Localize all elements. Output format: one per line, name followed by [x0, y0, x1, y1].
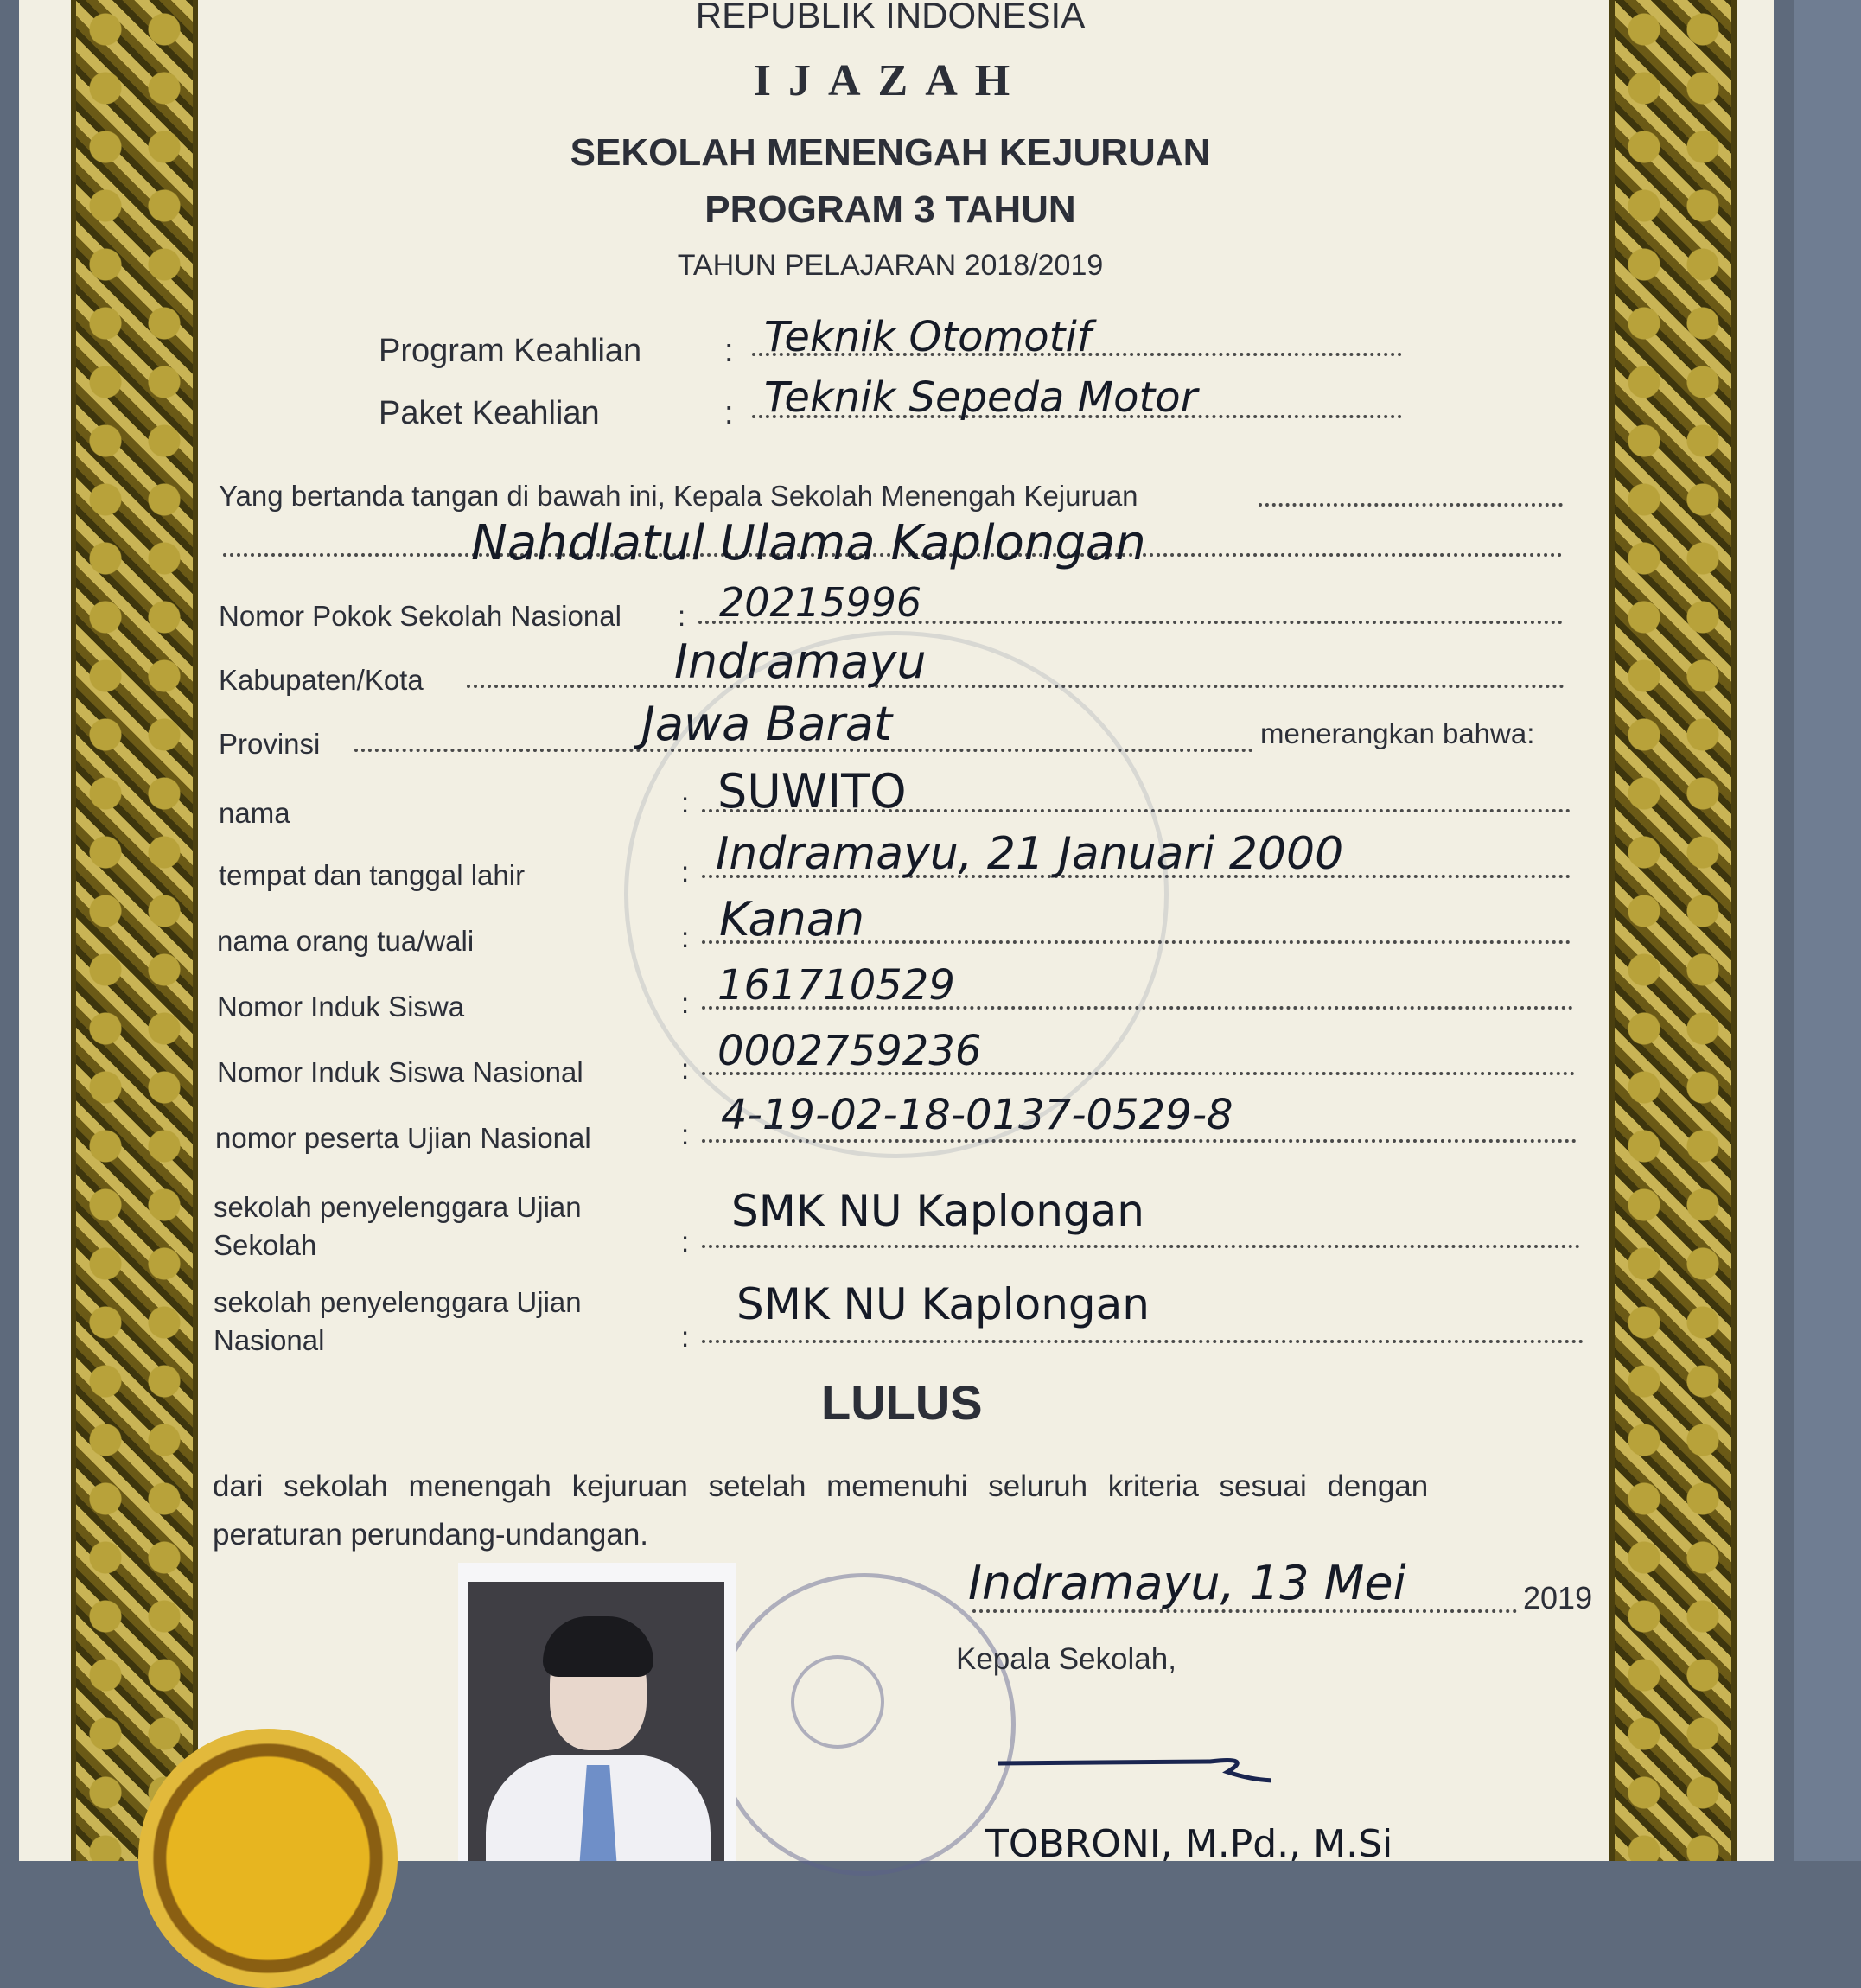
- nisn-label: Nomor Induk Siswa Nasional: [217, 1056, 583, 1088]
- intro-line: [1259, 503, 1563, 507]
- sekolah-un-value: SMK NU Kaplongan: [736, 1279, 1150, 1329]
- nisn-colon: :: [681, 1053, 690, 1085]
- program-keahlian-value: Teknik Otomotif: [764, 313, 1092, 361]
- document-title: IJAZAH: [753, 56, 1028, 105]
- ttl-value: Indramayu, 21 Januari 2000: [716, 828, 1344, 880]
- kabupaten-value: Indramayu: [674, 634, 927, 689]
- npsn-value: 20215996: [719, 579, 922, 626]
- no-un-value: 4-19-02-18-0137-0529-8: [721, 1091, 1233, 1139]
- provinsi-suffix: menerangkan bahwa:: [1260, 717, 1535, 749]
- sekolah-us-colon: :: [681, 1226, 690, 1258]
- sekolah-un-line: [702, 1340, 1584, 1343]
- program-keahlian-colon: :: [724, 333, 734, 369]
- nis-value: 161710529: [717, 961, 955, 1010]
- orang-tua-value: Kanan: [719, 892, 865, 946]
- gold-seal: [138, 1729, 398, 1988]
- body-line-1: dari sekolah menengah kejuruan setelah memenuhi seluruh kriteria sesuai dengan: [213, 1469, 1429, 1503]
- nis-colon: :: [681, 987, 690, 1019]
- sekolah-us-label-1: sekolah penyelenggara Ujian: [214, 1191, 582, 1223]
- no-un-label: nomor peserta Ujian Nasional: [215, 1122, 591, 1154]
- body-line-2: peraturan perundang-undangan.: [213, 1518, 649, 1552]
- signature-role: Kepala Sekolah,: [956, 1642, 1176, 1676]
- paket-keahlian-colon: :: [724, 395, 734, 431]
- nisn-value: 0002759236: [717, 1027, 982, 1075]
- intro-text: Yang bertanda tangan di bawah ini, Kepala Sekolah Menengah Kejuruan: [219, 480, 1138, 512]
- academic-year: TAHUN PELAJARAN 2018/2019: [677, 249, 1104, 282]
- school-type-heading: SEKOLAH MENENGAH KEJURUAN: [570, 131, 1211, 174]
- school-name-value: Nahdlatul Ulama Kaplongan: [471, 515, 1146, 571]
- npsn-label: Nomor Pokok Sekolah Nasional: [219, 600, 621, 632]
- orang-tua-label: nama orang tua/wali: [217, 925, 475, 957]
- nis-label: Nomor Induk Siswa: [217, 991, 465, 1023]
- background-edge: [1794, 0, 1861, 1861]
- nama-label: nama: [219, 797, 290, 829]
- sekolah-un-label-2: Nasional: [214, 1324, 325, 1356]
- signature-name: TOBRONI, M.Pd., M.Si: [985, 1822, 1393, 1866]
- sekolah-us-line: [702, 1245, 1580, 1248]
- npsn-colon: :: [678, 600, 686, 632]
- ttl-colon: :: [681, 856, 690, 888]
- signature-stroke: [994, 1737, 1271, 1798]
- paket-keahlian-value: Teknik Sepeda Motor: [764, 373, 1198, 422]
- provinsi-label: Provinsi: [219, 728, 321, 760]
- result-status: LULUS: [821, 1375, 983, 1430]
- school-stamp-emblem: [791, 1655, 884, 1749]
- signature-year: 2019: [1523, 1580, 1593, 1615]
- sekolah-un-colon: :: [681, 1321, 690, 1353]
- program-keahlian-label: Program Keahlian: [379, 333, 642, 369]
- no-un-colon: :: [681, 1118, 690, 1150]
- student-photo: [458, 1563, 736, 1861]
- nama-colon: :: [681, 787, 690, 819]
- signature-place-date: Indramayu, 13 Mei: [968, 1556, 1406, 1610]
- nama-value: SUWITO: [717, 764, 907, 819]
- paket-keahlian-label: Paket Keahlian: [379, 395, 600, 431]
- orang-tua-colon: :: [681, 921, 690, 953]
- republic-heading: REPUBLIK INDONESIA: [695, 0, 1086, 35]
- provinsi-value: Jawa Barat: [641, 697, 893, 751]
- program-heading: PROGRAM 3 TAHUN: [704, 188, 1076, 231]
- sekolah-us-value: SMK NU Kaplongan: [731, 1186, 1144, 1236]
- kabupaten-label: Kabupaten/Kota: [219, 664, 424, 696]
- sekolah-us-label-2: Sekolah: [214, 1229, 317, 1261]
- sekolah-un-label-1: sekolah penyelenggara Ujian: [214, 1286, 582, 1318]
- ttl-label: tempat dan tanggal lahir: [219, 859, 526, 891]
- watermark-emblem: [624, 631, 1169, 1158]
